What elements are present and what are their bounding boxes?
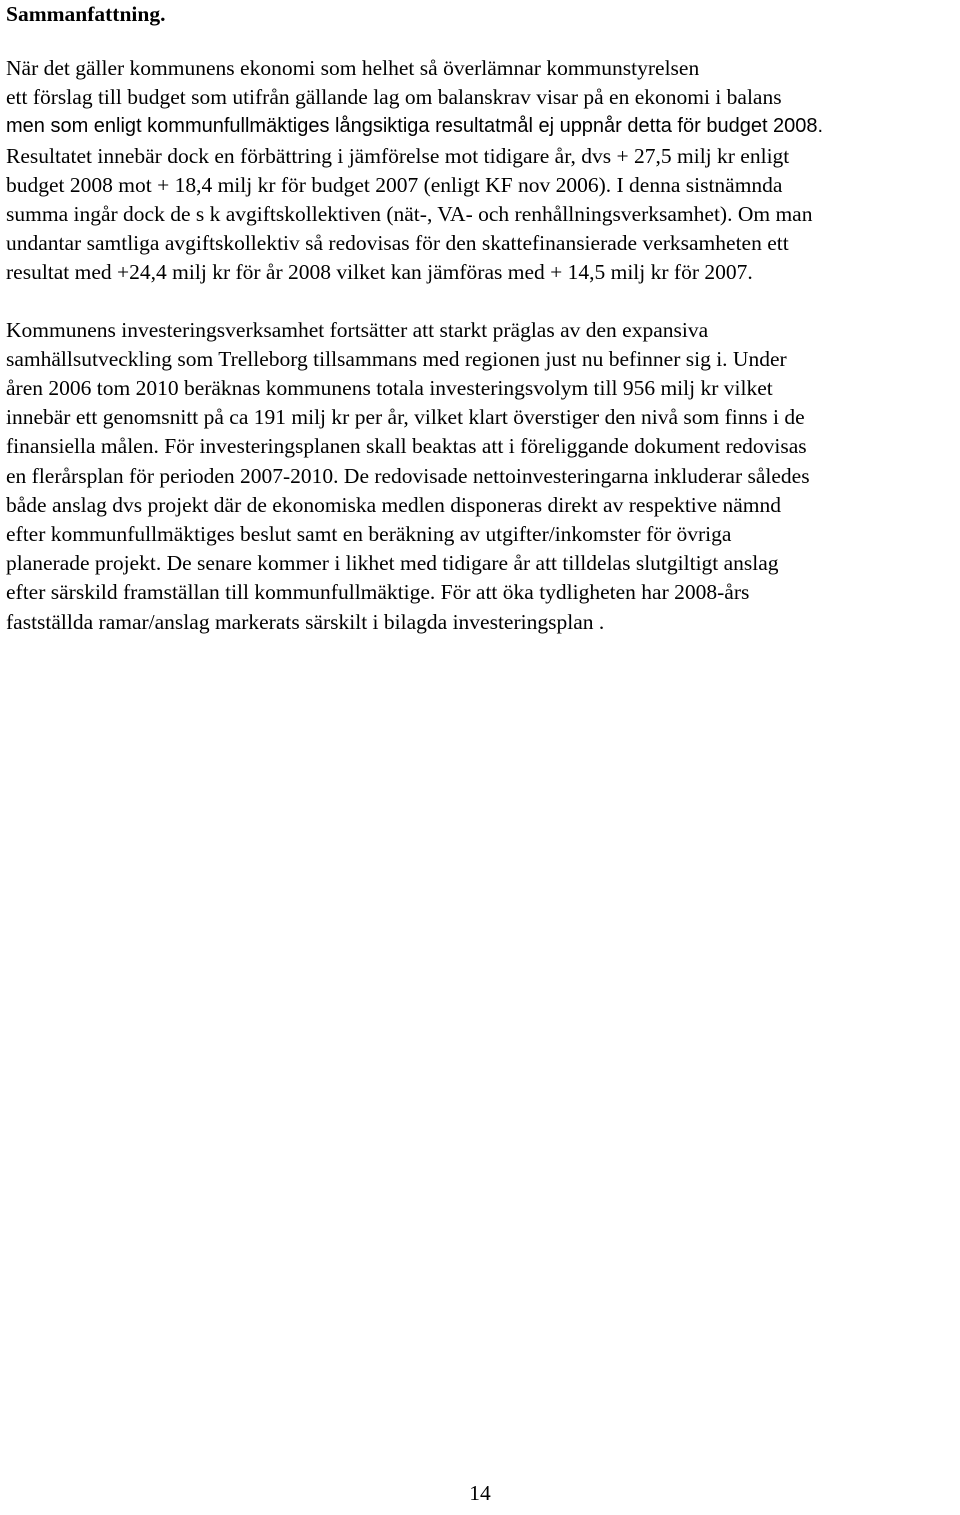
summary-paragraph-investments: [6, 316, 956, 637]
text-line: fastställda ramar/anslag markerats särskilt i bilagda investeringsplan .: [6, 609, 605, 634]
text-line: resultat med +24,4 milj kr för år 2008 vilket kan jämföras med + 14,5 milj kr för 2007.: [6, 260, 753, 285]
text-line: undantar samtliga avgiftskollektiv så redovisas för den skattefinansierade verksamheten ett: [6, 231, 789, 256]
text-line: en flerårsplan för perioden 2007-2010. De redovisade nettoinvesteringarna inkluderar således: [6, 463, 810, 488]
text-line: både anslag dvs projekt där de ekonomiska medlen disponeras direkt av respektive nämnd: [6, 492, 781, 517]
text-line: efter särskild framställan till kommunfullmäktige. För att öka tydligheten har 2008-års: [6, 580, 750, 605]
text-line: Kommunens investeringsverksamhet fortsätter att starkt präglas av den expansiva: [6, 317, 709, 342]
page-number: 14: [469, 1481, 491, 1505]
text-line: ett förslag till budget som utifrån gällande lag om balanskrav visar på en ekonomi i balans: [6, 85, 782, 110]
text-line: finansiella målen. För investeringsplanen skall beaktas att i föreliggande dokument redovisas: [6, 434, 807, 459]
text-line: efter kommunfullmäktiges beslut samt en beräkning av utgifter/inkomster för övriga: [6, 522, 732, 547]
text-line: När det gäller kommunens ekonomi som helhet så överlämnar kommunstyrelsen: [6, 56, 700, 80]
text-line: budget 2008 mot + 18,4 milj kr för budget 2007 (enligt KF nov 2006). I denna sistnämnda: [6, 172, 783, 197]
text-line: innebär ett genomsnitt på ca 191 milj kr per år, vilket klart överstiger den nivå som finns i de: [6, 405, 805, 430]
text-line: åren 2006 tom 2010 beräknas kommunens totala investeringsvolym till 956 milj kr vilket: [6, 376, 773, 401]
text-line: men som enligt kommunfullmäktiges långsiktiga resultatmål ej uppnår detta för budget 2008.: [6, 115, 824, 138]
text-line: Resultatet innebär dock en förbättring i jämförelse mot tidigare år, dvs + 27,5 milj kr enligt: [6, 143, 790, 168]
summary-paragraph-budget: [6, 54, 956, 288]
document-page: [6, 0, 956, 637]
text-line: samhällsutveckling som Trelleborg tillsammans med regionen just nu befinner sig i. Under: [6, 346, 787, 371]
text-line: planerade projekt. De senare kommer i likhet med tidigare år att tilldelas slutgiltigt anslag: [6, 551, 779, 576]
text-line: summa ingår dock de s k avgiftskollektiven (nät-, VA- och renhållningsverksamhet). Om man: [6, 202, 813, 227]
section-heading: Sammanfattning.: [6, 2, 166, 26]
